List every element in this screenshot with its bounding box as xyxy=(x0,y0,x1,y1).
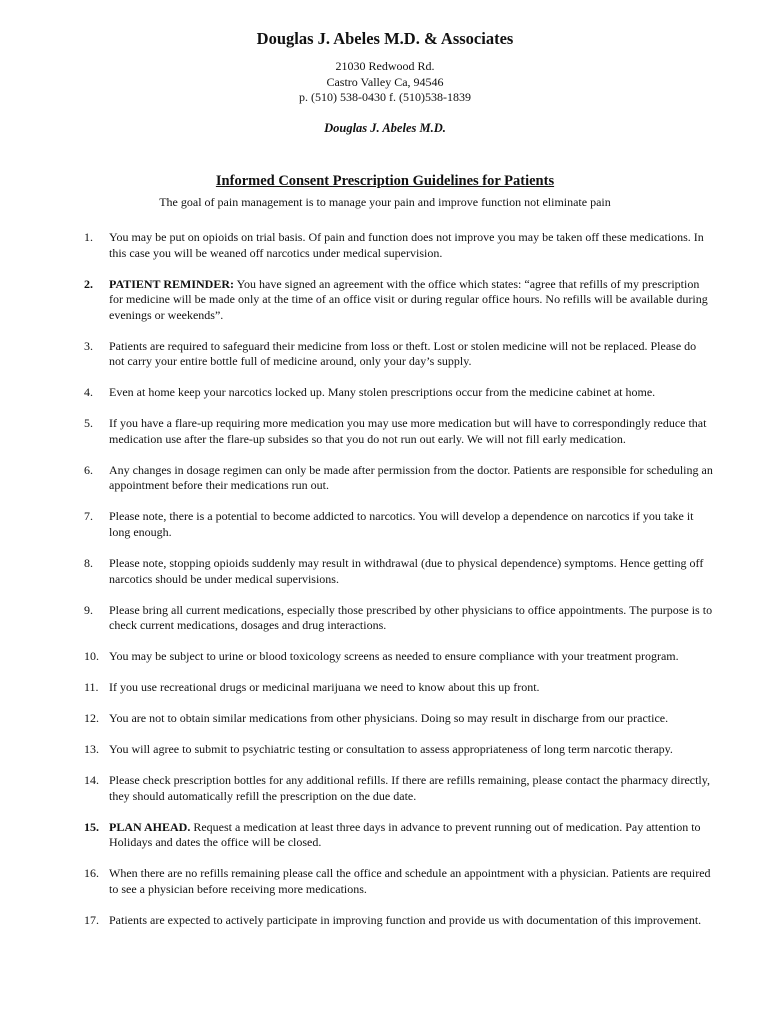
guideline-text: Patients are required to safeguard their medicine from loss or theft. Lost or stolen medicine will not be replaced. Please do not carry your entire bottle full of medicine around, only your day’s supply. xyxy=(109,338,697,369)
guideline-text: Any changes in dosage regimen can only be made after permission from the doctor. Patients are responsible for scheduling an appointment before their medications run out. xyxy=(109,462,713,493)
guideline-body xyxy=(109,603,712,633)
guideline-body xyxy=(109,680,540,694)
guidelines-list xyxy=(84,230,714,944)
address-line-2: Castro Valley Ca, 94546 xyxy=(326,74,444,89)
guideline-number: 17. xyxy=(84,912,99,927)
guideline-item xyxy=(84,711,714,727)
guideline-item xyxy=(84,866,714,897)
guideline-number: 5. xyxy=(84,416,93,431)
guideline-body xyxy=(109,913,701,927)
guideline-item xyxy=(84,463,714,494)
contact-line: p. (510) 538-0430 f. (510)538-1839 xyxy=(299,90,471,105)
practice-name: Douglas J. Abeles M.D. & Associates xyxy=(256,29,514,48)
guideline-text: You are not to obtain similar medications from other physicians. Doing so may result in discharge from our practice. xyxy=(109,711,669,726)
guideline-item xyxy=(84,277,714,324)
guideline-body xyxy=(109,339,696,369)
guideline-body xyxy=(109,385,655,399)
guideline-number: 13. xyxy=(84,742,99,757)
guideline-text: If you have a flare-up requiring more medication you may use more medication but will have to correspondingly reduce that medication use after the flare-up subsides so that you do not run out early. We will not fill early medication. xyxy=(109,416,707,446)
guideline-text: Please note, there is a potential to become addicted to narcotics. You will develop a dependence on narcotics if you take it long enough. xyxy=(109,509,694,540)
guideline-number: 4. xyxy=(84,385,93,400)
guideline-number: 12. xyxy=(84,711,99,726)
guideline-item xyxy=(84,509,714,540)
practice-address xyxy=(0,59,770,106)
guideline-body xyxy=(109,866,711,896)
guideline-body xyxy=(109,773,710,803)
guideline-text: Request a medication at least three days in advance to prevent running out of medication. Pay attention to Holidays and dates the office will be closed. xyxy=(109,819,701,850)
guideline-body xyxy=(109,463,713,493)
guideline-text: Please note, stopping opioids suddenly may result in withdrawal (due to physical dependence) symptoms. Hence getting off narcotics should be under medical supervisions. xyxy=(109,556,704,586)
guideline-number: 1. xyxy=(84,230,93,244)
guideline-text: When there are no refills remaining please call the office and schedule an appointment with a physician. Patients are required to see a physician before receiving more medications. xyxy=(109,866,711,896)
guideline-body xyxy=(109,277,708,322)
guideline-body xyxy=(109,556,703,586)
guideline-body xyxy=(109,649,679,663)
guideline-item xyxy=(84,742,714,758)
guideline-text: You have signed an agreement with the office which states: “agree that refills of my prescription for medicine will be made only at the time of an office visit or during regular office hours. No refills will be available during evenings or weekends”. xyxy=(109,276,708,322)
guideline-lead: PATIENT REMINDER: xyxy=(109,276,235,291)
guideline-body xyxy=(109,416,706,446)
guideline-number: 6. xyxy=(84,462,93,477)
guideline-body xyxy=(109,230,704,260)
guideline-item xyxy=(84,603,714,634)
guideline-item xyxy=(84,680,714,696)
guideline-item xyxy=(84,230,714,261)
guideline-item xyxy=(84,416,714,447)
guideline-number: 14. xyxy=(84,773,99,788)
guideline-number: 3. xyxy=(84,338,93,353)
guideline-number: 10. xyxy=(84,649,99,664)
guideline-item xyxy=(84,913,714,929)
guideline-body xyxy=(109,820,701,850)
guideline-item xyxy=(84,339,714,370)
guideline-item xyxy=(84,773,714,804)
guideline-number: 2. xyxy=(84,276,93,291)
guideline-body xyxy=(109,509,693,539)
guideline-number: 7. xyxy=(84,509,93,524)
guideline-number: 16. xyxy=(84,866,99,881)
guideline-text: Even at home keep your narcotics locked up. Many stolen prescriptions occur from the medicine cabinet at home. xyxy=(109,385,656,400)
guideline-number: 9. xyxy=(84,602,93,617)
guideline-item xyxy=(84,385,714,401)
guideline-body xyxy=(109,711,668,725)
guideline-text: Please bring all current medications, especially those prescribed by other physicians to office appointments. The purpose is to check current medications, dosages and drug interactions. xyxy=(109,602,713,633)
guideline-text: Please check prescription bottles for any additional refills. If there are refills remaining, please contact the pharmacy directly, they should automatically refill the prescription on the due date. xyxy=(109,773,710,803)
guideline-number: 15. xyxy=(84,819,99,834)
guideline-text: If you use recreational drugs or medicinal marijuana we need to know about this up front. xyxy=(109,680,540,695)
guideline-number: 11. xyxy=(84,680,99,695)
document-title: Informed Consent Prescription Guidelines for Patients xyxy=(215,173,555,189)
guideline-item xyxy=(84,556,714,587)
guideline-item xyxy=(84,820,714,851)
doctor-name: Douglas J. Abeles M.D. xyxy=(324,121,446,135)
document-subtitle: The goal of pain management is to manage your pain and improve function not eliminate pain xyxy=(159,195,611,209)
guideline-text: You will agree to submit to psychiatric testing or consultation to assess appropriateness of long term narcotic therapy. xyxy=(109,742,673,757)
guideline-number: 8. xyxy=(84,556,93,571)
guideline-item xyxy=(84,649,714,665)
address-line-1: 21030 Redwood Rd. xyxy=(335,59,435,73)
guideline-text: Patients are expected to actively participate in improving function and provide us with documentation of this improvement. xyxy=(109,912,702,927)
guideline-text: You may be put on opioids on trial basis. Of pain and function does not improve you may be taken off these medications. In this case you will be weaned off narcotics under medical supervision. xyxy=(109,230,704,260)
guideline-body xyxy=(109,742,673,756)
guideline-lead: PLAN AHEAD. xyxy=(109,819,191,834)
guideline-text: You may be subject to urine or blood toxicology screens as needed to ensure compliance with your treatment program. xyxy=(109,649,679,664)
